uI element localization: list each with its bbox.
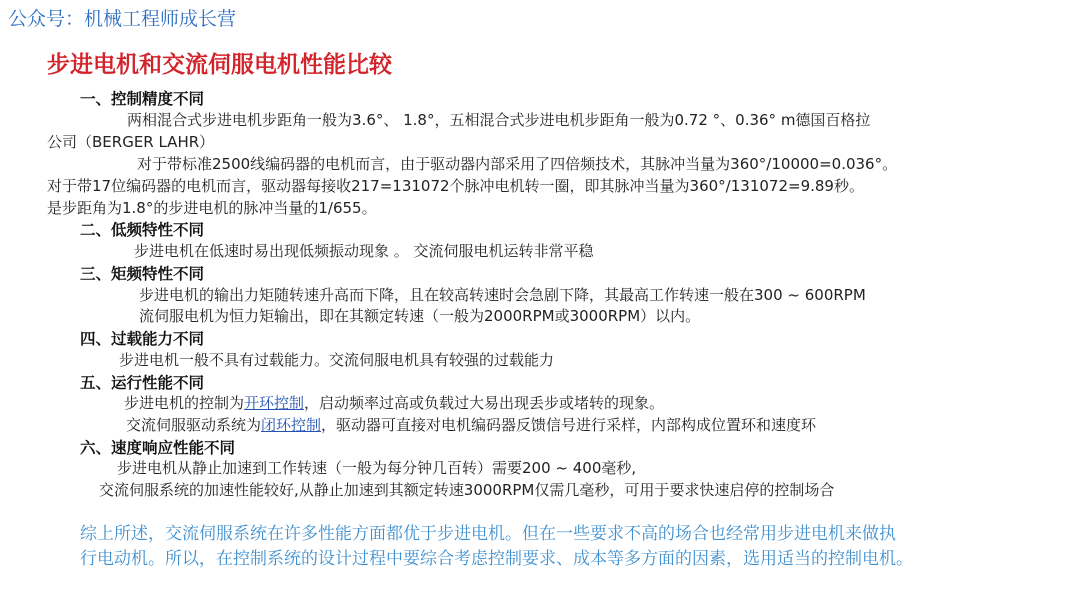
section-5-heading: 五、运行性能不同: [80, 374, 205, 392]
section-3-heading: 三、矩频特性不同: [80, 265, 205, 283]
section-1-heading: 一、控制精度不同: [80, 90, 205, 108]
section-6-heading: 六、速度响应性能不同: [80, 439, 236, 457]
account-label: 公众号：机械工程师成长营: [8, 8, 237, 30]
section-5-line-1: [124, 392, 664, 413]
section-5-line-1-post: ，启动频率过高或负载过大易出现丢步或堵转的现象。: [304, 394, 665, 412]
section-5-line-2-post: ，驱动器可直接对电机编码器反馈信号进行采样，内部构成位置环和速度环: [321, 416, 817, 434]
open-loop-control-link[interactable]: 开环控制: [244, 394, 305, 412]
section-6-line-2: 交流伺服系统的加速性能较好,从静止加速到其额定转速3000RPM仅需几毫秒，可用于要求快速启停的控制场合: [99, 481, 835, 499]
section-5-line-1-pre: 步进电机的控制为: [124, 394, 245, 412]
section-1-line-2: 公司（BERGER LAHR）: [47, 133, 215, 151]
page-title: 步进电机和交流伺服电机性能比较: [47, 51, 392, 78]
section-1-line-1: 两相混合式步进电机步距角一般为3.6°、 1.8°，五相混合式步进电机步距角一般为0.72 °、0.36° m德国百格拉: [127, 111, 871, 129]
section-2-line-1: 步进电机在低速时易出现低频振动现象 。 交流伺服电机运转非常平稳: [134, 242, 594, 260]
section-6-line-1: 步进电机从静止加速到工作转速（一般为每分钟几百转）需要200 ~ 400毫秒,: [117, 459, 637, 477]
section-3-line-2: 流伺服电机为恒力矩输出，即在其额定转速（一般为2000RPM或3000RPM）以内。: [139, 307, 701, 325]
section-4-heading: 四、过载能力不同: [80, 330, 205, 348]
section-4-line-1: 步进电机一般不具有过载能力。交流伺服电机具有较强的过载能力: [119, 351, 555, 369]
summary-line-2: 行电动机。所以，在控制系统的设计过程中要综合考虑控制要求、成本等多方面的因素，选用适当的控制电机。: [80, 549, 913, 569]
section-2-heading: 二、低频特性不同: [80, 221, 205, 239]
section-1-line-5: 是步距角为1.8°的步进电机的脉冲当量的1/655。: [47, 199, 377, 217]
section-5-line-2-pre: 交流伺服驱动系统为: [126, 416, 262, 434]
summary-line-1: 综上所述，交流伺服系统在许多性能方面都优于步进电机。但在一些要求不高的场合也经常用步进电机来做执: [80, 524, 896, 544]
section-1-line-4: 对于带17位编码器的电机而言，驱动器每接收217=131072个脉冲电机转一圈，即其脉冲当量为360°/131072=9.89秒。: [47, 177, 864, 195]
section-1-line-3: 对于带标准2500线编码器的电机而言，由于驱动器内部采用了四倍频技术，其脉冲当量为360°/10000=0.036°。: [137, 155, 898, 173]
closed-loop-control-link[interactable]: 闭环控制: [261, 416, 322, 434]
section-3-line-1: 步进电机的输出力矩随转速升高而下降，且在较高转速时会急剧下降，其最高工作转速一般在300 ~ 600RPM: [139, 286, 866, 304]
section-5-line-2: [126, 414, 816, 435]
